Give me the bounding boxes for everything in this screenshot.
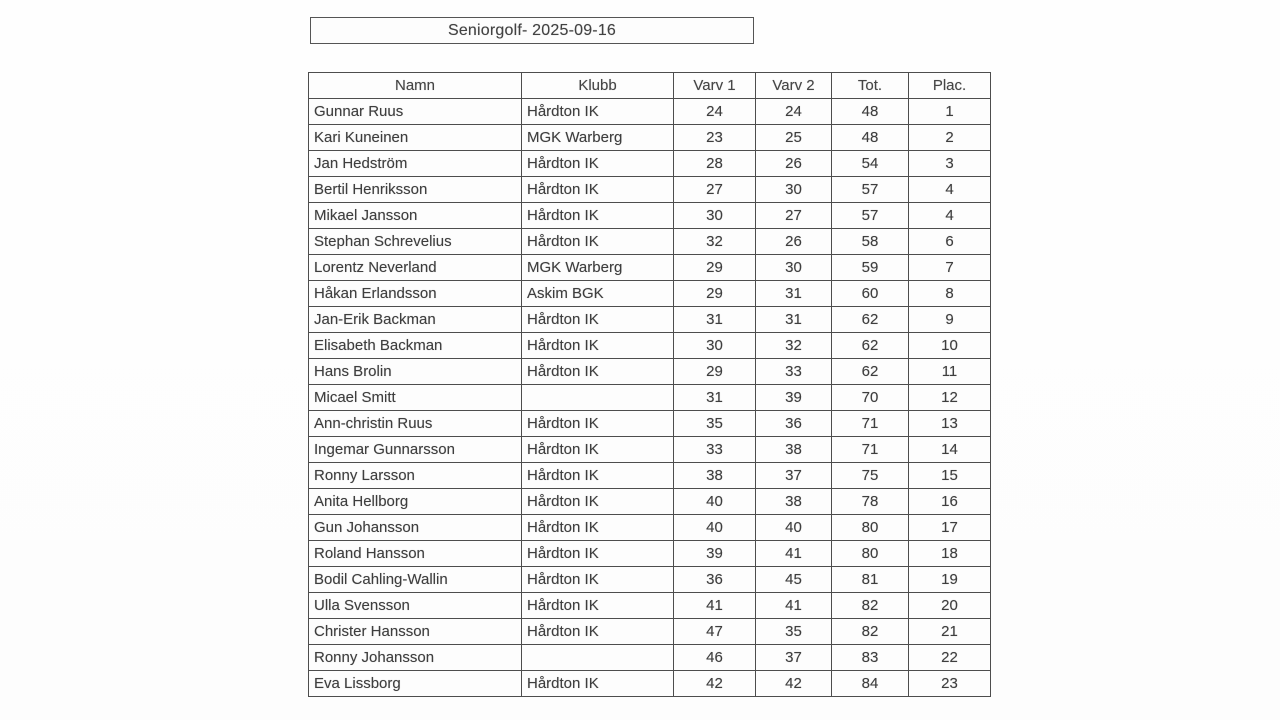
cell-namn: Jan-Erik Backman xyxy=(309,307,522,333)
cell-namn: Micael Smitt xyxy=(309,385,522,411)
cell-namn: Ulla Svensson xyxy=(309,593,522,619)
cell-varv2: 37 xyxy=(756,463,832,489)
cell-varv2: 38 xyxy=(756,489,832,515)
cell-varv1: 27 xyxy=(674,177,756,203)
cell-plac: 11 xyxy=(909,359,991,385)
cell-tot: 71 xyxy=(832,437,909,463)
table-row xyxy=(309,125,991,151)
table-row xyxy=(309,489,991,515)
cell-namn: Ronny Larsson xyxy=(309,463,522,489)
cell-varv2: 25 xyxy=(756,125,832,151)
cell-klubb xyxy=(522,645,674,671)
cell-varv2: 36 xyxy=(756,411,832,437)
cell-plac: 15 xyxy=(909,463,991,489)
cell-klubb xyxy=(522,385,674,411)
cell-varv2: 30 xyxy=(756,177,832,203)
cell-plac: 17 xyxy=(909,515,991,541)
table-row xyxy=(309,203,991,229)
cell-tot: 57 xyxy=(832,177,909,203)
cell-klubb: MGK Warberg xyxy=(522,125,674,151)
cell-tot: 78 xyxy=(832,489,909,515)
cell-varv1: 30 xyxy=(674,333,756,359)
cell-klubb: Hårdton IK xyxy=(522,307,674,333)
cell-klubb: Hårdton IK xyxy=(522,333,674,359)
cell-tot: 71 xyxy=(832,411,909,437)
cell-namn: Bertil Henriksson xyxy=(309,177,522,203)
column-header-tot: Tot. xyxy=(832,73,909,99)
cell-plac: 9 xyxy=(909,307,991,333)
cell-plac: 8 xyxy=(909,281,991,307)
column-header-plac: Plac. xyxy=(909,73,991,99)
cell-klubb: Hårdton IK xyxy=(522,567,674,593)
table-row xyxy=(309,541,991,567)
cell-tot: 75 xyxy=(832,463,909,489)
cell-klubb: Hårdton IK xyxy=(522,619,674,645)
cell-plac: 2 xyxy=(909,125,991,151)
cell-varv1: 40 xyxy=(674,489,756,515)
table-row xyxy=(309,255,991,281)
table-body xyxy=(309,99,991,697)
cell-klubb: Hårdton IK xyxy=(522,359,674,385)
cell-tot: 80 xyxy=(832,515,909,541)
cell-varv1: 42 xyxy=(674,671,756,697)
cell-namn: Gun Johansson xyxy=(309,515,522,541)
cell-varv1: 40 xyxy=(674,515,756,541)
cell-varv1: 36 xyxy=(674,567,756,593)
cell-varv1: 41 xyxy=(674,593,756,619)
cell-plac: 3 xyxy=(909,151,991,177)
table-row xyxy=(309,437,991,463)
cell-klubb: Hårdton IK xyxy=(522,593,674,619)
cell-plac: 1 xyxy=(909,99,991,125)
cell-tot: 82 xyxy=(832,619,909,645)
cell-plac: 22 xyxy=(909,645,991,671)
cell-klubb: Hårdton IK xyxy=(522,489,674,515)
cell-plac: 4 xyxy=(909,203,991,229)
cell-namn: Hans Brolin xyxy=(309,359,522,385)
cell-varv2: 26 xyxy=(756,229,832,255)
cell-plac: 16 xyxy=(909,489,991,515)
cell-tot: 60 xyxy=(832,281,909,307)
cell-varv1: 38 xyxy=(674,463,756,489)
table-row xyxy=(309,385,991,411)
cell-tot: 48 xyxy=(832,125,909,151)
cell-varv2: 40 xyxy=(756,515,832,541)
cell-varv2: 31 xyxy=(756,307,832,333)
cell-plac: 10 xyxy=(909,333,991,359)
table-row xyxy=(309,99,991,125)
cell-tot: 62 xyxy=(832,333,909,359)
cell-tot: 62 xyxy=(832,359,909,385)
cell-namn: Ann-christin Ruus xyxy=(309,411,522,437)
cell-plac: 23 xyxy=(909,671,991,697)
cell-plac: 14 xyxy=(909,437,991,463)
cell-klubb: MGK Warberg xyxy=(522,255,674,281)
cell-tot: 70 xyxy=(832,385,909,411)
page-title: Seniorgolf- 2025-09-16 xyxy=(447,21,617,39)
cell-klubb: Hårdton IK xyxy=(522,99,674,125)
cell-klubb: Hårdton IK xyxy=(522,203,674,229)
cell-varv1: 31 xyxy=(674,385,756,411)
table-row xyxy=(309,567,991,593)
cell-varv2: 39 xyxy=(756,385,832,411)
cell-plac: 19 xyxy=(909,567,991,593)
cell-klubb: Hårdton IK xyxy=(522,177,674,203)
cell-namn: Ingemar Gunnarsson xyxy=(309,437,522,463)
cell-klubb: Hårdton IK xyxy=(522,463,674,489)
table-row xyxy=(309,307,991,333)
document-title-box xyxy=(310,17,754,44)
cell-varv1: 32 xyxy=(674,229,756,255)
cell-tot: 62 xyxy=(832,307,909,333)
cell-tot: 57 xyxy=(832,203,909,229)
cell-plac: 7 xyxy=(909,255,991,281)
cell-varv1: 23 xyxy=(674,125,756,151)
cell-varv2: 32 xyxy=(756,333,832,359)
cell-klubb: Hårdton IK xyxy=(522,229,674,255)
cell-namn: Lorentz Neverland xyxy=(309,255,522,281)
table-row xyxy=(309,281,991,307)
cell-varv2: 41 xyxy=(756,541,832,567)
cell-varv2: 37 xyxy=(756,645,832,671)
cell-varv2: 35 xyxy=(756,619,832,645)
cell-varv2: 31 xyxy=(756,281,832,307)
cell-varv1: 35 xyxy=(674,411,756,437)
cell-tot: 80 xyxy=(832,541,909,567)
cell-klubb: Hårdton IK xyxy=(522,671,674,697)
cell-namn: Jan Hedström xyxy=(309,151,522,177)
table-row xyxy=(309,515,991,541)
cell-varv1: 31 xyxy=(674,307,756,333)
cell-varv2: 33 xyxy=(756,359,832,385)
cell-varv2: 38 xyxy=(756,437,832,463)
cell-varv1: 30 xyxy=(674,203,756,229)
cell-varv2: 30 xyxy=(756,255,832,281)
cell-namn: Kari Kuneinen xyxy=(309,125,522,151)
cell-namn: Håkan Erlandsson xyxy=(309,281,522,307)
cell-varv1: 29 xyxy=(674,281,756,307)
table-row xyxy=(309,359,991,385)
cell-plac: 6 xyxy=(909,229,991,255)
cell-namn: Elisabeth Backman xyxy=(309,333,522,359)
cell-tot: 82 xyxy=(832,593,909,619)
cell-tot: 83 xyxy=(832,645,909,671)
table-row xyxy=(309,229,991,255)
cell-namn: Eva Lissborg xyxy=(309,671,522,697)
column-header-klubb: Klubb xyxy=(522,73,674,99)
cell-plac: 20 xyxy=(909,593,991,619)
cell-varv2: 42 xyxy=(756,671,832,697)
cell-plac: 12 xyxy=(909,385,991,411)
cell-varv1: 29 xyxy=(674,359,756,385)
table-row xyxy=(309,671,991,697)
cell-tot: 58 xyxy=(832,229,909,255)
cell-varv1: 24 xyxy=(674,99,756,125)
column-header-namn: Namn xyxy=(309,73,522,99)
table-row xyxy=(309,177,991,203)
cell-varv1: 29 xyxy=(674,255,756,281)
cell-varv1: 33 xyxy=(674,437,756,463)
table-row xyxy=(309,645,991,671)
cell-varv2: 26 xyxy=(756,151,832,177)
column-header-varv2: Varv 2 xyxy=(756,73,832,99)
cell-varv1: 28 xyxy=(674,151,756,177)
table-row xyxy=(309,151,991,177)
table-row xyxy=(309,619,991,645)
cell-plac: 13 xyxy=(909,411,991,437)
cell-namn: Roland Hansson xyxy=(309,541,522,567)
cell-tot: 54 xyxy=(832,151,909,177)
cell-varv2: 41 xyxy=(756,593,832,619)
column-header-varv1: Varv 1 xyxy=(674,73,756,99)
cell-plac: 18 xyxy=(909,541,991,567)
cell-klubb: Hårdton IK xyxy=(522,411,674,437)
cell-varv1: 46 xyxy=(674,645,756,671)
cell-klubb: Hårdton IK xyxy=(522,541,674,567)
cell-tot: 81 xyxy=(832,567,909,593)
cell-tot: 84 xyxy=(832,671,909,697)
cell-varv1: 39 xyxy=(674,541,756,567)
cell-varv2: 24 xyxy=(756,99,832,125)
results-table xyxy=(308,72,991,697)
cell-plac: 4 xyxy=(909,177,991,203)
cell-varv2: 45 xyxy=(756,567,832,593)
table-row xyxy=(309,411,991,437)
cell-namn: Bodil Cahling-Wallin xyxy=(309,567,522,593)
cell-varv1: 47 xyxy=(674,619,756,645)
cell-plac: 21 xyxy=(909,619,991,645)
cell-namn: Christer Hansson xyxy=(309,619,522,645)
cell-klubb: Askim BGK xyxy=(522,281,674,307)
cell-klubb: Hårdton IK xyxy=(522,515,674,541)
cell-tot: 59 xyxy=(832,255,909,281)
table-row xyxy=(309,463,991,489)
cell-klubb: Hårdton IK xyxy=(522,437,674,463)
cell-tot: 48 xyxy=(832,99,909,125)
table-row xyxy=(309,593,991,619)
table-row xyxy=(309,333,991,359)
table-header-row xyxy=(309,73,991,99)
cell-namn: Gunnar Ruus xyxy=(309,99,522,125)
cell-namn: Mikael Jansson xyxy=(309,203,522,229)
cell-namn: Stephan Schrevelius xyxy=(309,229,522,255)
cell-namn: Anita Hellborg xyxy=(309,489,522,515)
cell-namn: Ronny Johansson xyxy=(309,645,522,671)
cell-klubb: Hårdton IK xyxy=(522,151,674,177)
cell-varv2: 27 xyxy=(756,203,832,229)
